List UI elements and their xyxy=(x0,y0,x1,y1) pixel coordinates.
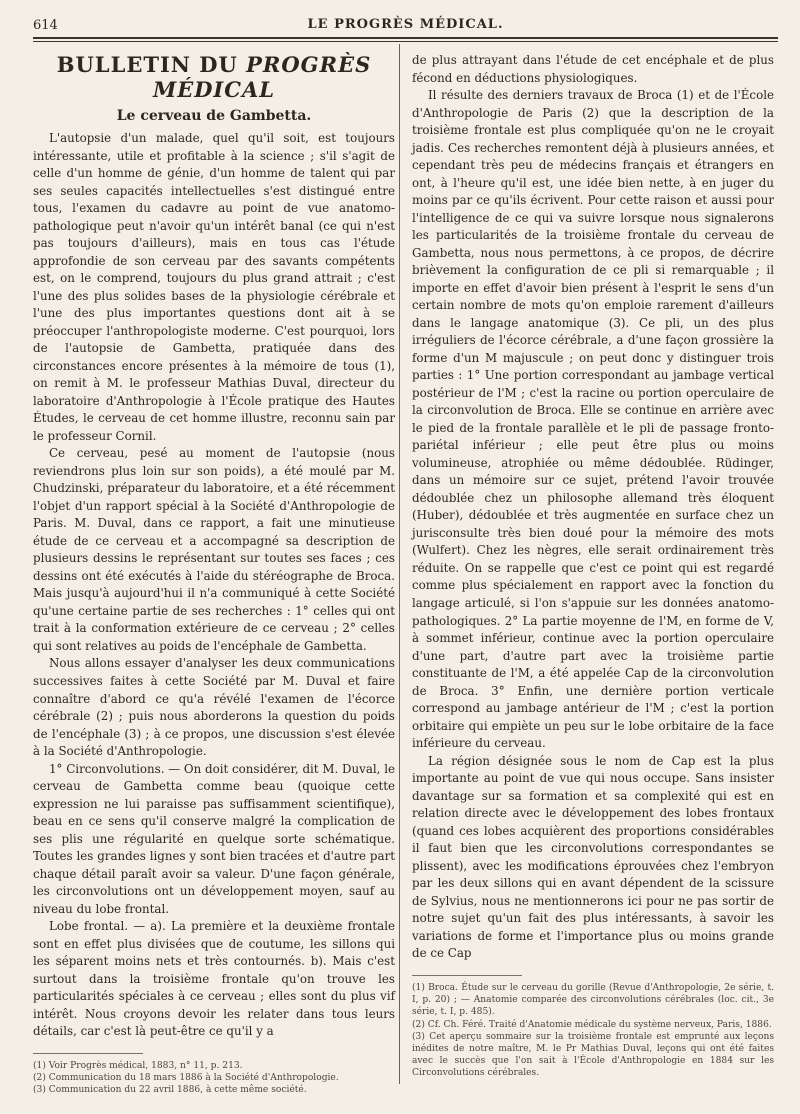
footnote-separator xyxy=(33,1053,143,1054)
paragraph: 1° Circonvolutions. — On doit considérer, dit M. Duval, le cerveau de Gambetta comme beau (quoique cette expression ne lui paraisse pas suffisamment scientifique), beau en ce sens qu'il conserve malgré la complication de ses plis une régularité en quelque sorte schématique. Toutes les grandes lignes y sont bien tracées et d'autre part chaque détail paraît avoir sa valeur. D'une façon générale, les circonvolutions ont un développement moyen, sauf au niveau du lobe frontal. xyxy=(33,761,395,916)
paragraph: Nous allons essayer d'analyser les deux communications successives faites à cette Société par M. Duval et faire connaître d'abord ce qu'a révélé l'examen de l'écorce cérébrale (2) ; puis nous aborderons la question du poids de l'encéphale (3) ; à ce propos, une discussion s'est élevée à la Société d'Anthropologie. xyxy=(33,656,395,759)
footnote: (2) Communication du 18 mars 1886 à la Société d'Anthropologie. xyxy=(33,1073,339,1084)
footnote: (2) Cf. Ch. Féré. Traité d'Anatomie médicale du système nerveux, Paris, 1886. xyxy=(412,1019,772,1030)
running-title: LE PROGRÈS MÉDICAL. xyxy=(307,17,504,32)
footnote: (1) Broca. Étude sur le cerveau du gorille (Revue d'Anthropologie, 2e série, t. I, p. 20) ; — Anatomie comparée des circonvolutions cérébrales (loc. cit., 3e série, t. I, p. 485). xyxy=(412,982,774,1018)
footnotes xyxy=(412,982,774,1080)
heading-journal: PROGRÈS MÉDICAL xyxy=(152,52,372,102)
page-number: 614 xyxy=(33,18,58,33)
footnote: (1) Voir Progrès médical, 1883, n° 11, p. 213. xyxy=(33,1060,243,1071)
paragraph: de plus attrayant dans l'étude de cet encéphale et de plus fécond en déductions physiologiques. xyxy=(412,53,774,85)
right-column xyxy=(412,52,774,1080)
column-divider xyxy=(399,44,400,1084)
article-title: Le cerveau de Gambetta. xyxy=(116,108,312,124)
paragraph: Il résulte des derniers travaux de Broca (1) et de l'École d'Anthropologie de Paris (2) que la description de la troisième frontale est plus compliquée qu'on ne le croyait jadis. Ces recherches remontent déjà à plusieurs années, et cependant très peu de médecins français et étrangers en ont, à l'heure qu'il est, une idée bien nette, à en juger du moins par ce qu'ils écrivent. Pour cette raison et aussi pour l'intelligence de ce qui va suivre lorsque nous signalerons les particularités de la troisième frontale du cerveau de Gambetta, nous nous permettons, à ce propos, de décrire brièvement la configuration de ce pli si remarquable ; il importe en effet d'avoir bien présent à l'esprit le sens d'un certain nombre de mots qu'on emploie rarement d'ailleurs dans le langage anatomique (3). Ce pli, un des plus irréguliers de l'écorce cérébrale, a d'une façon grossière la forme d'un M majuscule ; on peut donc y distinguer trois parties : 1° Une portion correspondant au jambage vertical postérieur de l'M ; c'est la racine ou portion operculaire de la circonvolution de Broca. Elle se continue en arrière avec le pied de la frontale parallèle et le pli de passage fronto-pariétal inférieur ; elle peut être plus ou moins volumineuse, atrophiée ou même dédoublée. Rüdinger, dans un mémoire sur ce sujet, prétend l'avoir trouvée dédoublée chez un philosophe allemand très éloquent (Huber), dédoublée et très augmentée en surface chez un jurisconsulte très bien doué pour la mémoire des mots (Wulfert). Chez les nègres, elle serait ordinairement très réduite. On se rappelle que c'est ce point qui est regardé comme plus spécialement en rapport avec la fonction du langage articulé, si l'on s'appuie sur les données anatomo-pathologiques. 2° La partie moyenne de l'M, en forme de V, à sommet inférieur, continue avec la portion operculaire d'une part, d'autre part avec la troisième partie constituante de l'M, a été appelée Cap de la circonvolution de Broca. 3° Enfin, une dernière portion verticale correspond au jambage antérieur de l'M ; c'est la portion orbitaire qui empiète un peu sur le lobe orbitaire de la face inférieure du cerveau. xyxy=(412,88,774,751)
footnote: (3) Cet aperçu sommaire sur la troisième frontale est emprunté aux leçons inédites de notre maître, M. le Pr Mathias Duval, leçons qui ont été faites avec le succès que l'on sait à l'École d'Anthropologie en 1884 sur les Circonvolutions cérébrales. xyxy=(412,1031,774,1079)
heading-prefix: BULLETIN DU xyxy=(56,52,238,77)
footnotes xyxy=(33,1060,395,1097)
paragraph: Lobe frontal. — a). La première et la deuxième frontale sont en effet plus divisées que de coutume, les sillons qui les séparent moins nets et très contournés. b). Mais c'est surtout dans la troisième frontale qu'on trouve les particularités spéciales à ce cerveau ; elles sont du plus vif intérêt. Nous croyons devoir les relater dans tous leurs détails, car c'est là peut-être ce qu'il y a xyxy=(33,919,395,1039)
paragraph: La région désignée sous le nom de Cap est la plus importante au point de vue qui nous occupe. Sans insister davantage sur sa formation et sa complexité qui est en relation directe avec le développement des lobes frontaux (quand ces lobes acquièrent des proportions considérables il faut bien que les circonvolutions correspondantes se plissent), avec les modifications éprouvées chez l'embryon par les deux sillons qui en avant dépendent de la scissure de Sylvius, nous ne mentionnerons ici pour ne pas sortir de notre sujet qu'un fait des plus intéressants, à savoir les variations de forme et l'importance plus ou moins grande de ce Cap xyxy=(412,753,774,961)
left-column xyxy=(33,52,395,1097)
footnote: (3) Communication du 22 avril 1886, à cette même société. xyxy=(33,1085,307,1096)
page-header xyxy=(33,14,778,38)
paragraph: Ce cerveau, pesé au moment de l'autopsie (nous reviendrons plus loin sur son poids), a été moulé par M. Chudzinski, préparateur du laboratoire, et a été récemment l'objet d'un rapport spécial à la Société d'Anthropologie de Paris. M. Duval, dans ce rapport, a fait une minutieuse étude de ce cerveau et a accompagné sa description de plusieurs dessins le représentant sur toutes ses faces ; ces dessins ont été exécutés à l'aide du stéréographe de Broca. Mais jusqu'à aujourd'hui il n'a communiqué à cette Société qu'une certaine partie de ses recherches : 1° celles qui ont trait à la conformation extérieure de ce cerveau ; 2° celles qui sont relatives au poids de l'encéphale de Gambetta. xyxy=(33,446,395,653)
header-rule xyxy=(33,37,778,39)
bulletin-heading xyxy=(33,52,395,102)
header-rule-thin xyxy=(33,41,778,42)
footnote-separator xyxy=(412,975,522,976)
paragraph: L'autopsie d'un malade, quel qu'il soit, est toujours intéressante, utile et profitable à la science ; s'il s'agit de celle d'un homme de génie, d'un homme de talent qui par ses seules capacités intellectuelles s'est distingué entre tous, l'examen du cadavre au point de vue anatomo-pathologique peut n'avoir qu'un intérêt banal (ce qui n'est pas toujours d'ailleurs), mais en tous cas l'étude approfondie de son cerveau par des savants compétents est, on le comprend, toujours du plus grand attrait ; c'est l'une des plus solides bases de la physiologie cérébrale et l'une des plus importantes questions dont ait à se préoccuper l'anthropologiste moderne. C'est pourquoi, lors de l'autopsie de Gambetta, pratiquée dans des circonstances encore présentes à la mémoire de tous (1), on remit à M. le professeur Mathias Duval, directeur du laboratoire d'Anthropologie à l'École pratique des Hautes Études, le cerveau de cet homme illustre, reconnu sain par le professeur Cornil. xyxy=(33,131,395,443)
